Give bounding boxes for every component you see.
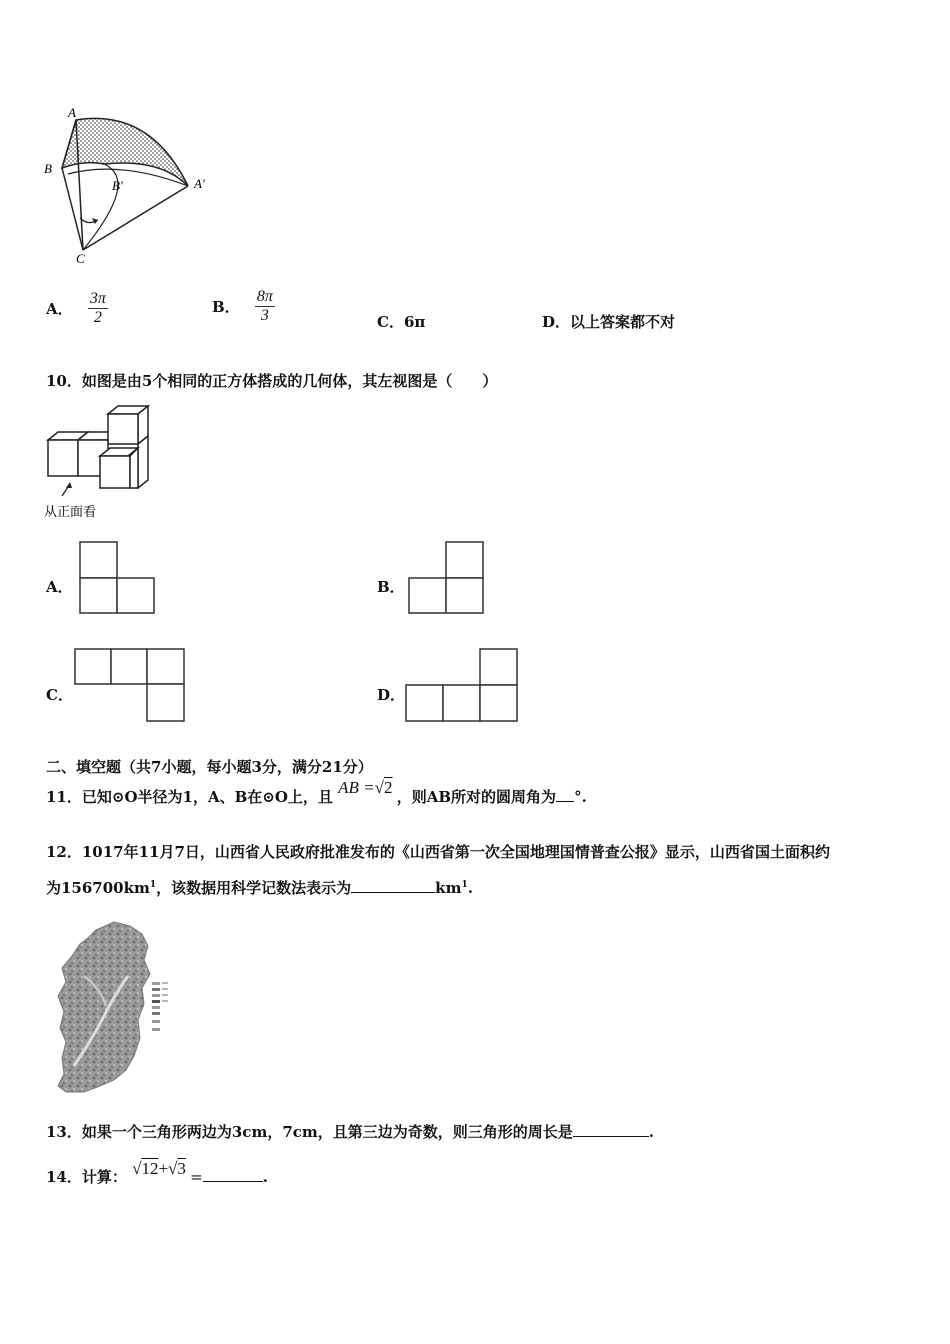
q9-sector-figure xyxy=(40,100,220,270)
q10-option-c-label[interactable]: C． xyxy=(46,686,73,704)
option-letter: D． xyxy=(542,313,571,331)
q11-part3: °. xyxy=(574,788,587,806)
q9-option-a[interactable] xyxy=(46,290,108,327)
figure-caption: 从正面看 xyxy=(44,504,97,519)
q10-option-a-view[interactable] xyxy=(78,540,158,615)
q11-answer-blank[interactable] xyxy=(556,787,574,802)
label-C: C xyxy=(76,251,85,266)
q9-option-d[interactable] xyxy=(542,311,675,332)
fraction: $\frac{8\pi}{3}$ xyxy=(256,288,273,324)
q11-line xyxy=(46,778,587,807)
q10-option-b-view[interactable] xyxy=(407,540,487,615)
q10-option-a-label[interactable]: A． xyxy=(46,578,73,596)
q10-option-d-view[interactable] xyxy=(404,647,522,724)
q13-line: 13．如果一个三角形两边为3cm，7cm，且第三边为奇数，则三角形的周长是 . xyxy=(46,1123,654,1141)
q11-part1: 11．已知⊙O半径为1，A、B在⊙O上，且 xyxy=(46,788,333,806)
q10-option-c-view[interactable] xyxy=(73,647,188,723)
q14-answer-blank[interactable] xyxy=(203,1167,263,1182)
section-title: 二、填空题（共7小题，每小题3分，满分21分） xyxy=(46,758,373,776)
label-B: B xyxy=(44,161,52,176)
option-text: 以上答案都不对 xyxy=(570,313,676,331)
q14-expression: √12+√3 xyxy=(132,1159,186,1178)
option-letter: B． xyxy=(212,298,240,316)
q10-option-b-label[interactable]: B． xyxy=(377,578,405,596)
q13-answer-blank[interactable] xyxy=(573,1122,649,1137)
q12-line1: 12．1017年11月7日，山西省人民政府批准发布的《山西省第一次全国地理国情普查公报》显示，山西省国土面积约 xyxy=(46,843,830,861)
shanxi-map-image xyxy=(44,916,174,1098)
q10-stem: 10．如图是由5个相同的正方体搭成的几何体，其左视图是（ ） xyxy=(46,372,498,390)
option-text: 6π xyxy=(403,313,426,331)
view-arrow-icon xyxy=(66,482,72,488)
q10-option-d-label[interactable]: D． xyxy=(377,686,406,704)
option-letter: C． xyxy=(377,313,404,331)
shaded-region xyxy=(62,118,188,186)
label-B-prime: B′ xyxy=(112,178,123,193)
q12-answer-blank[interactable] xyxy=(351,878,435,893)
q9-option-c[interactable] xyxy=(377,311,425,332)
option-letter: A． xyxy=(46,300,73,318)
fraction: $\frac{3\pi}{2}$ xyxy=(89,290,106,326)
q11-part2: ，则AB所对的圆周角为 xyxy=(396,788,557,806)
label-A-prime: A′ xyxy=(194,176,205,191)
map-legend xyxy=(152,982,168,1031)
q11-math: AB =√2 xyxy=(338,778,393,797)
label-A: A xyxy=(68,105,76,120)
q10-cube-figure xyxy=(40,402,170,524)
q12-line2: 为$156700km^1$，该数据用科学记数法表示为 $km^1$. xyxy=(46,879,473,897)
q14-line: 14．计算： √12+√3 = . xyxy=(46,1159,268,1186)
q9-option-b[interactable] xyxy=(212,288,275,325)
